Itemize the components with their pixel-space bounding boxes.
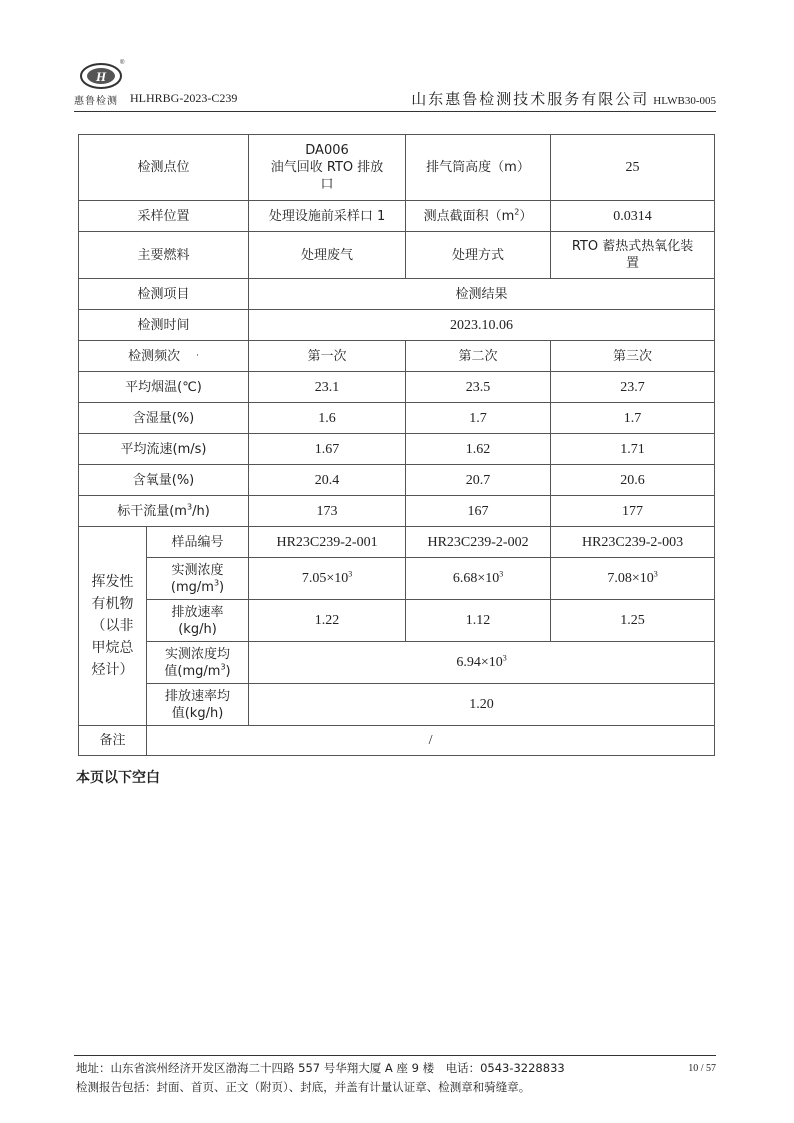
- cell-value: 23.1: [249, 372, 406, 403]
- time-value: 2023.10.06: [249, 310, 715, 341]
- voc-label-line: 甲烷总: [91, 640, 134, 656]
- rate-label-line: (kg/h): [178, 621, 217, 637]
- voc-label-line: 挥发性: [91, 574, 134, 590]
- table-row: [79, 527, 715, 558]
- method-value-line: RTO 蓄热式热氧化装: [571, 239, 694, 254]
- conc-unit-tail: ): [219, 579, 225, 595]
- table-row: [79, 372, 715, 403]
- sample-no-label: 样品编号: [147, 527, 249, 558]
- conc-exp: 3: [499, 569, 504, 579]
- point-value-line: 口: [320, 177, 334, 192]
- page-header: [74, 58, 716, 110]
- conc-value: [406, 558, 551, 600]
- table-row: [79, 496, 715, 527]
- avg-rate-label: [147, 684, 249, 726]
- company-name: [411, 88, 716, 109]
- frequency-mark: ·: [196, 350, 199, 361]
- page-footer: [76, 1059, 716, 1097]
- conc-base: 7.08×10: [607, 571, 654, 586]
- stack-height-value: 25: [551, 135, 715, 201]
- cell-value: 1.71: [551, 434, 715, 465]
- voc-label-line: （以非: [91, 618, 134, 634]
- report-number: HLHRBG-2023-C239: [130, 91, 238, 105]
- table-row: [79, 684, 715, 726]
- avg-rate-label-line: 排放速率均: [165, 688, 231, 704]
- frequency-label: [79, 341, 249, 372]
- conc-base: 6.68×10: [452, 571, 500, 586]
- page-number: 10 / 57: [688, 1063, 716, 1074]
- row-label: 含氧量(%): [79, 465, 249, 496]
- table-row: [79, 600, 715, 642]
- area-label-tail: ）: [519, 208, 533, 224]
- table-row: [79, 726, 715, 756]
- remark-value: /: [147, 726, 715, 756]
- conc-base: 7.05×10: [301, 571, 349, 586]
- cell-value: 20.7: [406, 465, 551, 496]
- table-row: [79, 279, 715, 310]
- table-row: [79, 434, 715, 465]
- avg-conc-label: [147, 642, 249, 684]
- row-label: 平均流速(m/s): [79, 434, 249, 465]
- table-row: [79, 201, 715, 232]
- avg-conc-unit-tail: ): [225, 663, 231, 679]
- rate-value: 1.25: [551, 600, 715, 642]
- sampling-position-label: 采样位置: [79, 201, 249, 232]
- flow-label-text: 标干流量(m: [117, 503, 187, 519]
- header-rule: [74, 111, 716, 112]
- row-label: 含湿量(%): [79, 403, 249, 434]
- sample-no: HR23C239-2-002: [406, 527, 551, 558]
- table-row: [79, 642, 715, 684]
- run-2-header: 第二次: [406, 341, 551, 372]
- svg-text:H: H: [95, 69, 107, 84]
- logo-text: 惠鲁检测: [74, 96, 118, 107]
- point-value-line: DA006: [305, 143, 349, 158]
- rate-value: 1.12: [406, 600, 551, 642]
- table-row: [79, 135, 715, 201]
- sample-no: HR23C239-2-003: [551, 527, 715, 558]
- rate-label: [147, 600, 249, 642]
- table-row: [79, 341, 715, 372]
- cell-value: 23.7: [551, 372, 715, 403]
- blank-below-note: 本页以下空白: [76, 770, 160, 786]
- avg-conc-label-unit: [149, 663, 246, 680]
- conc-label-unit: [149, 579, 246, 596]
- form-code: HLWB30-005: [653, 95, 716, 107]
- conc-exp: 3: [348, 569, 353, 579]
- sampling-position-value: 处理设施前采样口 1: [249, 201, 406, 232]
- rate-label-line: 排放速率: [171, 604, 224, 620]
- avg-conc-exp: 3: [502, 653, 507, 663]
- cell-value: 173: [249, 496, 406, 527]
- footer-address: 地址：山东省滨州经济开发区渤海二十四路 557 号华翔大厦 A 座 9 楼 电话：0543-3228833: [76, 1061, 565, 1075]
- frequency-label-text: 检测频次: [128, 348, 181, 364]
- fuel-value: 处理废气: [249, 232, 406, 279]
- sample-no: HR23C239-2-001: [249, 527, 406, 558]
- cell-value: 1.7: [551, 403, 715, 434]
- cell-value: 1.67: [249, 434, 406, 465]
- point-value-line: 油气回收 RTO 排放: [270, 160, 384, 175]
- avg-conc-value: [249, 642, 715, 684]
- table-row: [79, 465, 715, 496]
- svg-text:®: ®: [120, 60, 125, 66]
- area-label: [406, 201, 551, 232]
- footer-note: 检测报告包括：封面、首页、正文（附页）、封底，并盖有计量认证章、检测章和骑缝章。: [76, 1080, 531, 1094]
- rate-value: 1.22: [249, 600, 406, 642]
- company-title: 山东惠鲁检测技术服务有限公司: [411, 90, 650, 108]
- result-label: 检测结果: [249, 279, 715, 310]
- cell-value: 20.6: [551, 465, 715, 496]
- row-label: 平均烟温(℃): [79, 372, 249, 403]
- run-3-header: 第三次: [551, 341, 715, 372]
- avg-conc-unit-sup: 3: [220, 662, 226, 672]
- cell-value: 23.5: [406, 372, 551, 403]
- point-label: 检测点位: [79, 135, 249, 201]
- cell-value: 167: [406, 496, 551, 527]
- table-row: [79, 232, 715, 279]
- avg-conc-label-line: 实测浓度均: [165, 646, 231, 662]
- flow-label-sup: 3: [186, 502, 193, 512]
- cell-value: 1.62: [406, 434, 551, 465]
- area-value: 0.0314: [551, 201, 715, 232]
- stack-height-label: 排气筒高度（m）: [406, 135, 551, 201]
- avg-conc-unit-text: 值(mg/m: [164, 663, 221, 679]
- table-row: [79, 310, 715, 341]
- point-value: [249, 135, 406, 201]
- flow-label-tail: /h): [192, 503, 210, 519]
- cell-value: 20.4: [249, 465, 406, 496]
- run-1-header: 第一次: [249, 341, 406, 372]
- method-value-line: 置: [626, 256, 640, 271]
- remark-label: 备注: [79, 726, 147, 756]
- time-label: 检测时间: [79, 310, 249, 341]
- conc-unit-text: (mg/m: [170, 579, 214, 595]
- voc-label-line: 有机物: [91, 596, 134, 612]
- area-label-text: 测点截面积（m: [423, 208, 515, 224]
- conc-unit-sup: 3: [213, 578, 220, 588]
- table-row: [79, 403, 715, 434]
- conc-label-line: 实测浓度: [171, 562, 224, 578]
- cell-value: 1.7: [406, 403, 551, 434]
- conc-exp: 3: [653, 569, 658, 579]
- avg-rate-label-line: 值(kg/h): [171, 705, 224, 721]
- avg-conc-base: 6.94×10: [456, 655, 503, 670]
- cell-value: 177: [551, 496, 715, 527]
- voc-label-line: 烃计）: [91, 662, 134, 678]
- flow-label: [79, 496, 249, 527]
- conc-label: [147, 558, 249, 600]
- voc-group-label: [79, 527, 147, 726]
- method-label: 处理方式: [406, 232, 551, 279]
- table-row: [79, 558, 715, 600]
- test-results-table: [78, 134, 715, 756]
- conc-value: [551, 558, 715, 600]
- avg-rate-value: 1.20: [249, 684, 715, 726]
- fuel-label: 主要燃料: [79, 232, 249, 279]
- item-label: 检测项目: [79, 279, 249, 310]
- area-label-sup: 2: [514, 207, 520, 217]
- method-value: [551, 232, 715, 279]
- cell-value: 1.6: [249, 403, 406, 434]
- conc-value: [249, 558, 406, 600]
- footer-rule: [74, 1055, 716, 1056]
